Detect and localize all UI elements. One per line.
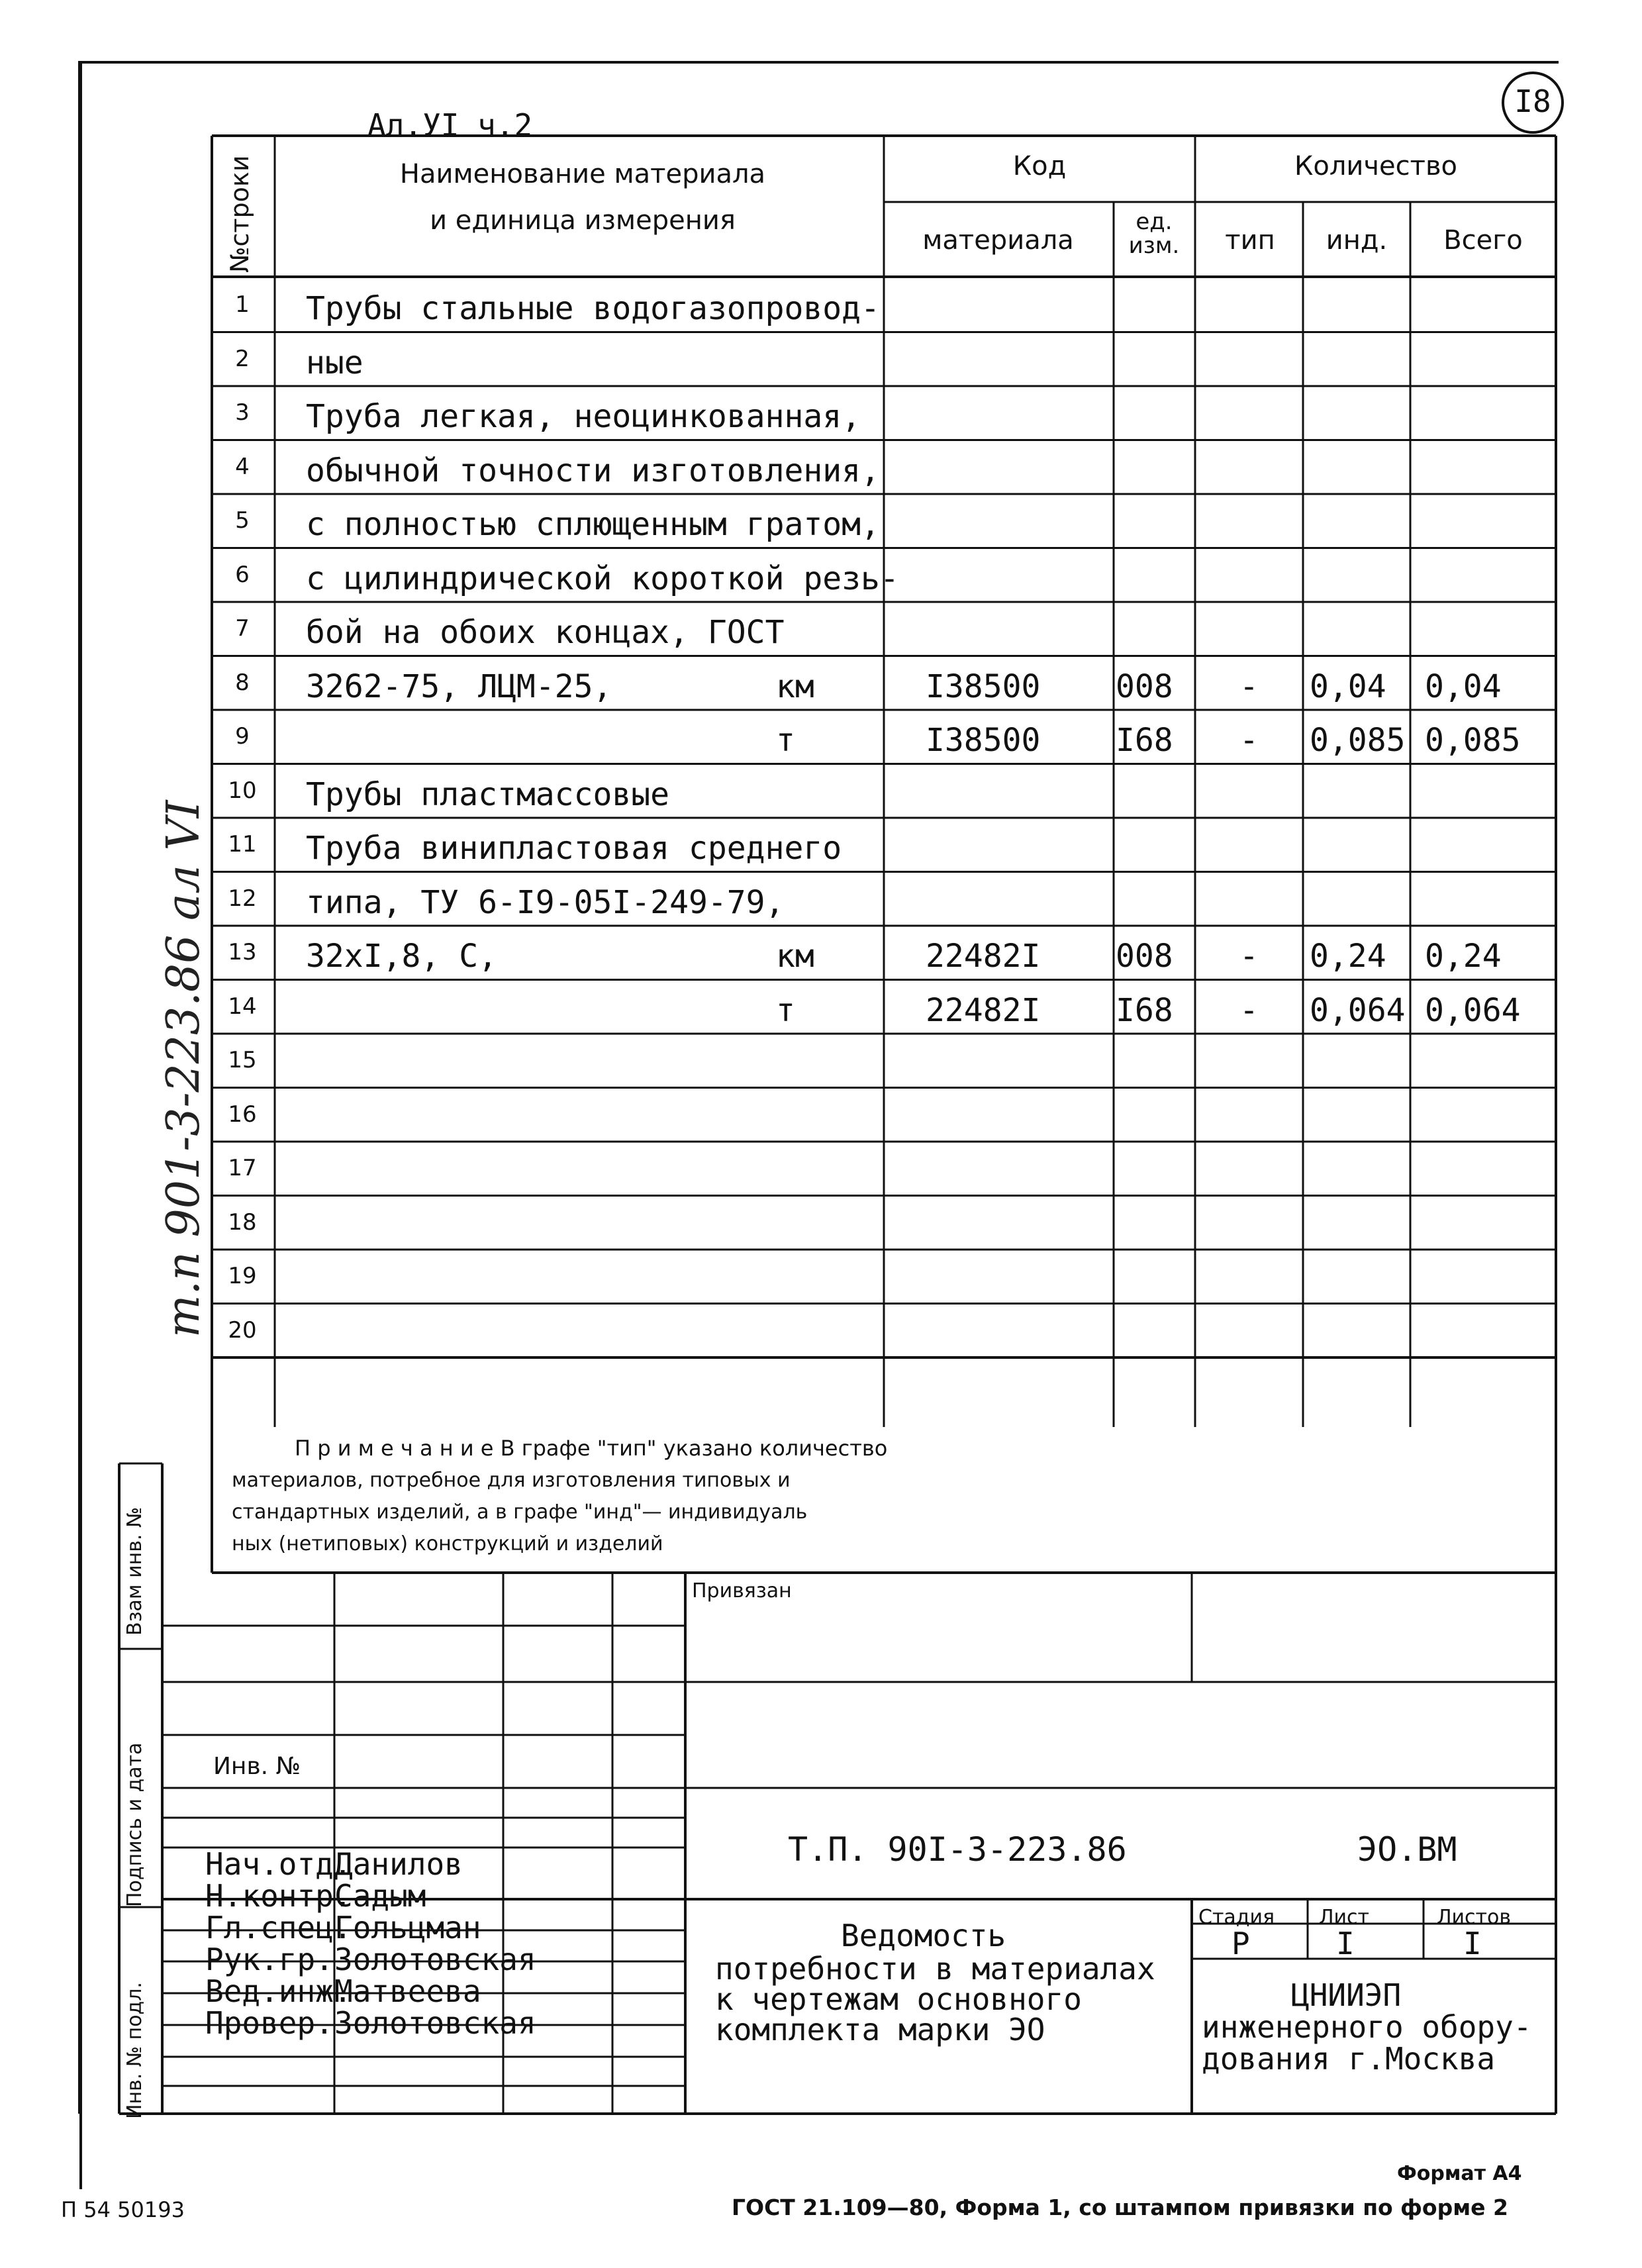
- stamp-stage-label: Стадия: [1198, 1906, 1275, 1929]
- row-number: 15: [228, 1047, 257, 1073]
- qty-ind: 0,085: [1310, 722, 1406, 759]
- qty-total: 0,04: [1425, 667, 1502, 705]
- row-number: 8: [235, 669, 250, 696]
- qty-total: 0,085: [1425, 722, 1521, 759]
- material-name: 32xI,8, С,: [306, 938, 497, 975]
- footer-format: Формат А4: [1397, 2162, 1522, 2185]
- signer-role: Провер.: [205, 2005, 334, 2041]
- side-label-inv-podl: Инв. № подл.: [123, 1982, 146, 2119]
- row-number: 20: [228, 1316, 257, 1344]
- note-line4: ных (нетиповых) конструкций и изделий: [232, 1532, 663, 1555]
- stamp-stage: Р: [1232, 1926, 1250, 1961]
- header-code-material: материала: [922, 225, 1074, 256]
- stamp-sheets: I: [1463, 1926, 1482, 1961]
- material-name: обычной точности изготовления,: [306, 452, 880, 489]
- note-line1: П р и м е ч а н и е В графе "тип" указано количество: [295, 1436, 888, 1461]
- stamp-designation: Т.П. 90I-3-223.86: [788, 1830, 1127, 1869]
- material-name: Труба винипластовая среднего: [306, 830, 842, 867]
- qty-total: 0,064: [1425, 991, 1521, 1029]
- header-code: Код: [1012, 151, 1067, 181]
- header-qty-ind: инд.: [1326, 225, 1388, 256]
- material-unit: км: [776, 938, 814, 975]
- material-name: с полностью сплющенным гратом,: [306, 506, 880, 543]
- qty-type: -: [1239, 667, 1259, 705]
- footer-gost: ГОСТ 21.109—80, Форма 1, со штампом привязки по форме 2: [732, 2194, 1508, 2220]
- stamp-sheet-label: Лист: [1319, 1906, 1370, 1929]
- qty-ind: 0,064: [1310, 991, 1406, 1029]
- stamp-inv-no: Инв. №: [213, 1753, 301, 1780]
- row-number: 14: [228, 993, 257, 1020]
- qty-type: -: [1239, 991, 1259, 1029]
- stamp-title-line2: потребности в материалах: [715, 1951, 1155, 1987]
- material-code: 22482I: [926, 991, 1041, 1029]
- signer-role: Рук.гр.: [205, 1942, 334, 1977]
- signer-name: Данилов: [334, 1846, 463, 1882]
- header-qty-type: тип: [1225, 225, 1275, 256]
- row-number: 18: [228, 1208, 257, 1236]
- header-quantity: Количество: [1294, 151, 1457, 181]
- unit-code: I68: [1116, 991, 1173, 1029]
- signer-role: Вед.инж.: [205, 1973, 352, 2009]
- header-code-unit: ед. изм.: [1128, 209, 1180, 259]
- row-number: 3: [235, 399, 250, 426]
- row-number: 19: [228, 1263, 257, 1289]
- note-line3: стандартных изделий, а в графе "инд"— индивидуаль: [232, 1501, 808, 1524]
- material-name: типа, ТУ 6-I9-05I-249-79,: [306, 883, 785, 921]
- material-name: Трубы пластмассовые: [306, 775, 670, 813]
- signer-name: Садым: [334, 1878, 426, 1914]
- signer-role: Н.контр.: [205, 1878, 352, 1914]
- material-unit: км: [776, 667, 814, 705]
- material-code: 22482I: [926, 938, 1041, 975]
- header-qty-total: Всего: [1443, 225, 1523, 256]
- row-number: 9: [235, 723, 250, 750]
- header-name-line2: и единица измерения: [430, 205, 736, 236]
- signer-name: Золотовская: [334, 1942, 536, 1977]
- row-number: 12: [228, 885, 257, 912]
- unit-code: I68: [1116, 722, 1173, 759]
- unit-code: 008: [1116, 667, 1173, 705]
- stamp-title-line4: комплекта марки ЭО: [715, 2012, 1045, 2047]
- material-name: Трубы стальные водогазопровод-: [306, 290, 880, 327]
- stamp-org-line3: дования г.Москва: [1202, 2041, 1496, 2077]
- stamp-code: ЭО.ВМ: [1357, 1830, 1457, 1869]
- row-number: 5: [235, 507, 250, 534]
- signer-name: Матвеева: [334, 1973, 481, 2009]
- signer-role: Нач.отд.: [205, 1846, 352, 1882]
- unit-code: 008: [1116, 938, 1173, 975]
- material-name: Труба легкая, неоцинкованная,: [306, 398, 861, 435]
- material-unit: т: [776, 991, 795, 1029]
- qty-total: 0,24: [1425, 938, 1502, 975]
- material-name: 3262-75, ЛЦМ-25,: [306, 667, 612, 705]
- footer-left-code: П 54 50193: [61, 2197, 185, 2222]
- row-number: 10: [228, 777, 257, 804]
- stamp-org-line1: ЦНИИЭП: [1291, 1977, 1402, 2013]
- header-row-number: №строки: [225, 155, 254, 273]
- stamp-org-line2: инженерного обору-: [1202, 2009, 1532, 2045]
- row-number: 7: [235, 615, 250, 642]
- material-name: бой на обоих концах, ГОСТ: [306, 614, 785, 651]
- note-line2: материалов, потребное для изготовления типовых и: [232, 1469, 791, 1492]
- material-name: с цилиндрической короткой резь-: [306, 560, 899, 597]
- material-code: I38500: [926, 667, 1041, 705]
- row-number: 2: [235, 345, 250, 372]
- material-name: ные: [306, 344, 363, 381]
- material-unit: т: [776, 722, 795, 759]
- handwritten-designation: т.п 901-3-223.86 ал VI: [158, 800, 210, 1338]
- qty-ind: 0,04: [1310, 667, 1386, 705]
- row-number: 16: [228, 1101, 257, 1128]
- stamp-title-line3: к чертежам основного: [715, 1981, 1082, 2017]
- signer-name: Гольцман: [334, 1910, 481, 1946]
- signer-name: Золотовская: [334, 2005, 536, 2041]
- qty-type: -: [1239, 722, 1259, 759]
- row-number: 17: [228, 1155, 257, 1181]
- page-number: I8: [1514, 83, 1551, 119]
- row-number: 11: [228, 831, 257, 858]
- album-reference: Ал.УI ч.2: [367, 107, 533, 143]
- material-code: I38500: [926, 722, 1041, 759]
- side-label-vzam: Взам инв. №: [123, 1506, 146, 1636]
- row-number: 13: [228, 939, 257, 965]
- stamp-title-line1: Ведомость: [841, 1918, 1006, 1953]
- row-number: 6: [235, 561, 250, 588]
- stamp-sheet: I: [1336, 1926, 1355, 1961]
- qty-ind: 0,24: [1310, 938, 1386, 975]
- side-label-signature: Подпись и дата: [123, 1742, 146, 1907]
- signer-role: Гл.спец.: [205, 1910, 352, 1946]
- stamp-privyazan: Привязан: [692, 1579, 792, 1602]
- row-number: 4: [235, 453, 250, 480]
- qty-type: -: [1239, 938, 1259, 975]
- row-number: 1: [235, 291, 250, 318]
- stamp-sheets-label: Листов: [1437, 1906, 1512, 1929]
- header-name-line1: Наименование материала: [399, 159, 766, 189]
